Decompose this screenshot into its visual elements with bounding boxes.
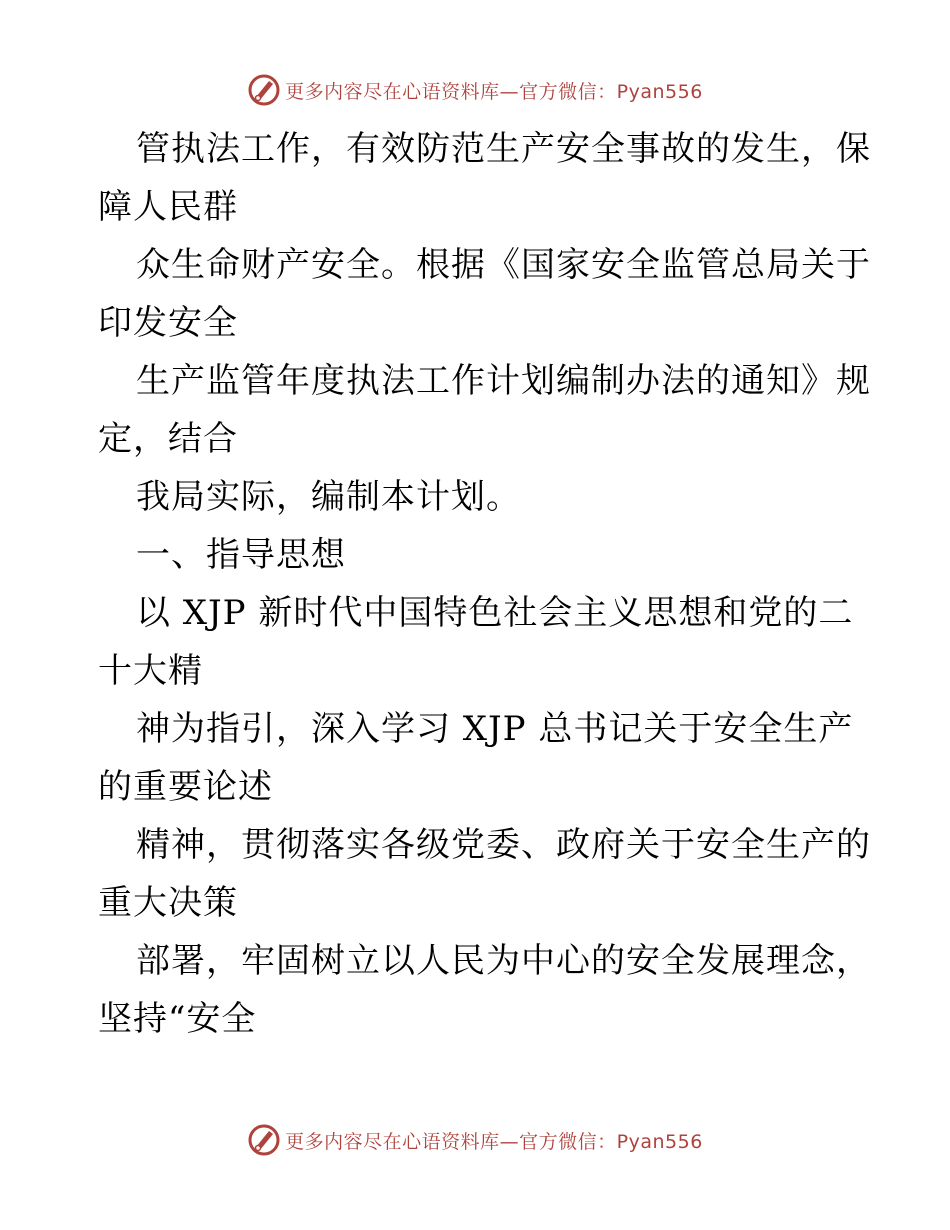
text-line: 众生命财产安全。根据《国家安全监管总局关于 [136, 245, 871, 285]
text-line: 管执法工作，有效防范生产安全事故的发生，保 [136, 129, 871, 169]
document-body [98, 120, 871, 1048]
text-line: 定，结合 [98, 419, 238, 459]
header-watermark [0, 70, 950, 110]
text-line: 十大精 [98, 651, 203, 691]
text-line: 的重要论述 [98, 767, 273, 807]
seal-logo-icon [247, 73, 281, 107]
text-line: 部署，牢固树立以人民为中心的安全发展理念， [136, 941, 871, 981]
watermark-text: 更多内容尽在心语资料库—官方微信：Pyan556 [285, 80, 703, 103]
text-line: 障人民群 [98, 187, 238, 227]
text-line: 以 XJP 新时代中国特色社会主义思想和党的二 [136, 593, 854, 633]
text-line: 重大决策 [98, 883, 238, 923]
text-line: 精神，贯彻落实各级党委、政府关于安全生产的 [136, 825, 871, 865]
watermark-text: 更多内容尽在心语资料库—官方微信：Pyan556 [285, 1130, 703, 1153]
text-line: 生产监管年度执法工作计划编制办法的通知》规 [136, 361, 871, 401]
seal-logo-icon [247, 1123, 281, 1157]
text-line: 坚持“安全 [98, 999, 257, 1039]
section-heading: 一、指导思想 [136, 535, 346, 575]
text-line: 印发安全 [98, 303, 238, 343]
text-line: 神为指引，深入学习 XJP 总书记关于安全生产 [136, 709, 854, 749]
footer-watermark [0, 1120, 950, 1160]
text-line: 我局实际，编制本计划。 [136, 477, 521, 517]
